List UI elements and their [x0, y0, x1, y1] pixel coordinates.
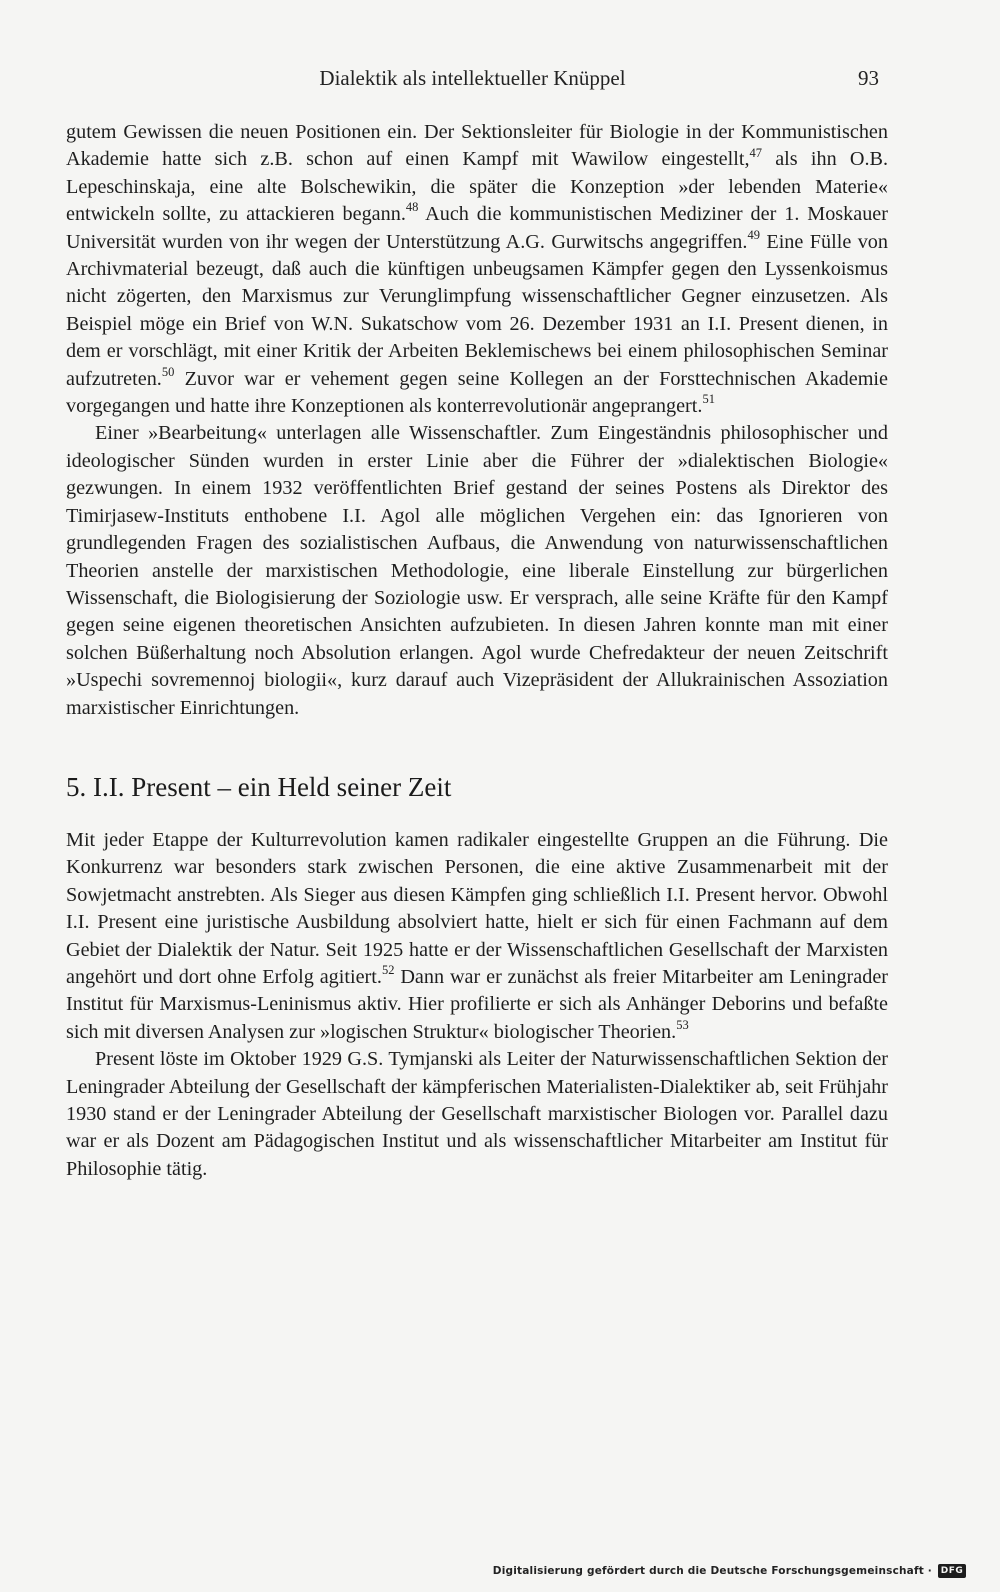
running-head [66, 64, 879, 96]
section-heading: 5. I.I. Present – ein Held seiner Zeit [66, 771, 452, 802]
running-title: Dialektik als intellektueller Knüppel [319, 66, 626, 90]
paragraph-1: gutem Gewissen die neuen Positionen ein. Der Sektionsleiter für Biologie in der Kommunistischen Akademie hatte sich z.B. schon auf einen Kampf mit Wawilow eingestellt,$^{47}$ als ihn O.B. Lepeschinskaja, eine alte Bolschewikin, die später die Konzeption »der lebenden Materie« entwickeln sollte, zu attackieren begann.$^{48}$ Auch die kommunistischen Mediziner der 1. Moskauer Universität wurden von ihr wegen der Unterstützung A.G. Gurwitschs angegriffen.$^{49}$ Eine Fülle von Archivmaterial bezeugt, daß auch die künftigen unbeugsamen Kämpfer gegen den Lyssenkoismus nicht zögerten, den Marxismus zur Verunglimpfung wissenschaftlicher Gegner einzusetzen. Als Beispiel möge ein Brief von W.N. Sukatschow vom 26. Dezember 1931 an I.I. Present dienen, in dem er vorschlägt, mit einer Kritik der Arbeiten Beklemischews bei einem philosophischen Seminar aufzutreten.$^{50}$ Zuvor war er vehement gegen seine Kollegen an der Forsttechnischen Akademie vorgegangen und hatte ihre Konzeptionen als konterrevolutionär angeprangert.$^{51}$ [66, 121, 889, 418]
section-paragraph-1: Mit jeder Etappe der Kulturrevolution kamen radikaler eingestellte Gruppen an die Führung. Die Konkurrenz war besonders stark zwischen Personen, die eine aktive Zusammenarbeit mit der Sowjetmacht anstrebten. Als Sieger aus diesen Kämpfen ging schließlich I.I. Present hervor. Obwohl I.I. Present eine juristische Ausbildung absolviert hatte, hielt er sich für einen Fachmann auf dem Gebiet der Dialektik der Natur. Seit 1925 hatte er der Wissenschaftlichen Gesellschaft der Marxisten angehört und dort ohne Erfolg agitiert.$^{52}$ Dann war er zunächst als freier Mitarbeiter am Leningrader Institut für Marxismus-Leninismus aktiv. Hier profilierte er sich als Anhänger Deborins und befaßte sich mit diversen Analysen zur »logischen Struktur« biologischer Theorien.$^{53}$ [66, 828, 889, 1043]
digitization-credit [493, 1564, 966, 1578]
paragraph-2: Einer »Bearbeitung« unterlagen alle Wissenschaftler. Zum Eingeständnis philosophischer und ideologischer Sünden wurden in erster Linie aber die Führer der »dialektischen Biologie« gezwungen. In einem 1932 veröffentlichten Brief gestand der seines Postens als Direktor des Timirjasew-Instituts enthobene I.I. Agol alle möglichen Vergehen ein: das Ignorieren von grundlegenden Fragen des sozialistischen Aufbaus, die Anwendung von naturwissenschaftlichen Theorien anstelle der marxistischen Methodologie, eine liberale Einstellung zur bürgerlichen Wissenschaft, die Biologisierung der Soziologie usw. Er versprach, alle seine Kräfte für den Kampf gegen seine eigenen theoretischen Ansichten aufzubieten. In diesen Jahren konnte man mit einer solchen Büßerhaltung noch Absolution erlangen. Agol wurde Chefredakteur der neuen Zeitschrift »Uspechi sovremennoj biologii«, kurz darauf auch Vizepräsident der Allukrainischen Assoziation marxistischer Einrichtungen. [66, 422, 888, 719]
dfg-logo: DFG [938, 1564, 966, 1578]
footnote-marker: 50 [161, 364, 175, 379]
section-paragraph-2: Present löste im Oktober 1929 G.S. Tymjanski als Leiter der Naturwissenschaftlichen Sektion der Leningrader Abteilung der Gesellschaft der kämpferischen Materialisten-Dialektiker ab, seit Frühjahr 1930 stand er der Leningrader Abteilung der Gesellschaft marxistischer Biologen vor. Parallel dazu war er als Dozent am Pädagogischen Institut und als wissenschaftlicher Mitarbeiter am Institut für Philosophie tätig. [66, 1048, 888, 1180]
credit-text: Digitalisierung gefördert durch die Deutsche Forschungsgemeinschaft · [492, 1565, 932, 1577]
footnote-marker: 53 [676, 1018, 689, 1033]
footnote-marker: 52 [381, 963, 395, 978]
page-number: 93 [858, 66, 879, 90]
body-text [66, 119, 888, 1183]
footnote-marker: 47 [749, 145, 762, 160]
footnote-marker: 51 [702, 392, 715, 407]
footnote-marker: 48 [405, 200, 419, 215]
footnote-marker: 49 [747, 227, 760, 242]
